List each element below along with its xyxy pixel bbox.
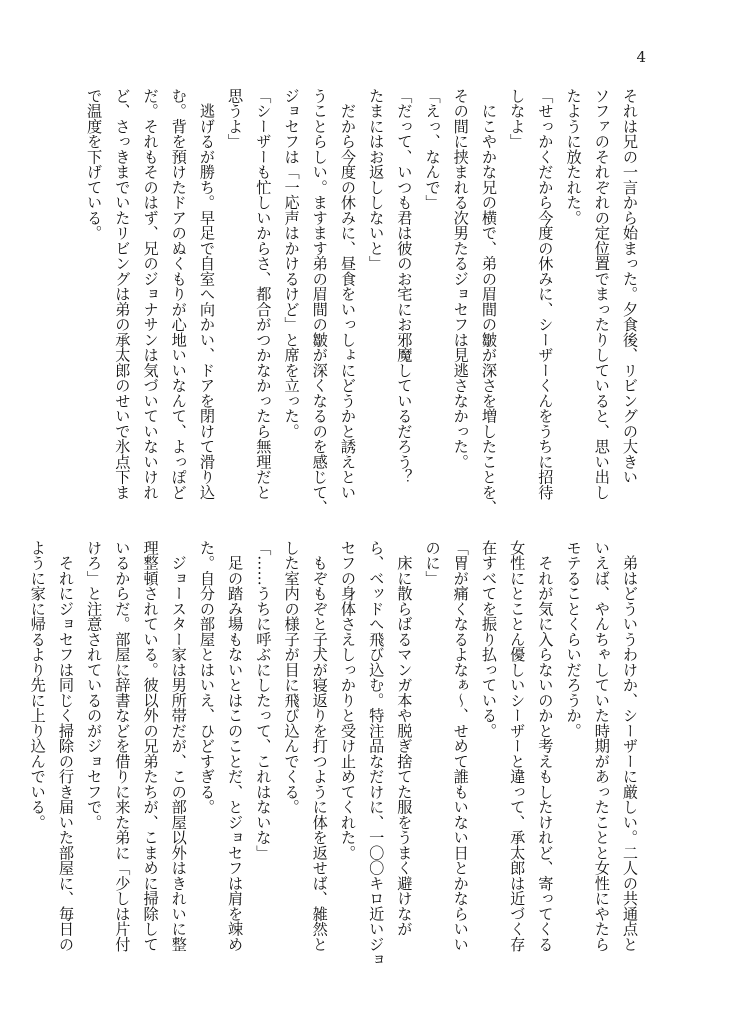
text-line: うことらしい。ますます弟の眉間の皺が深くなるのを感じて、 [310,88,329,515]
text-line: 「だって、いつも君は彼のお宅にお邪魔しているだろう？ [395,88,414,485]
text-line: 思うよ」 [226,88,245,149]
text-line: 「シーザーも忙しいからさ、都合がつかなかったら無理だと [254,88,273,500]
text-line: のに」 [423,540,442,586]
text-line: モテることくらいだろうか。 [564,540,583,739]
text-line: 在すべてを振り払っている。 [479,540,498,739]
text-line: ように家に帰るより先に上り込んでいる。 [28,540,47,830]
text-line: で温度を下げている。 [85,88,104,241]
text-line: その間に挟まれる次男たるジョセフは見逃さなかった。 [451,88,470,470]
text-line: 女性にとことん優しいシーザーと違って、承太郎は近づく存 [508,540,527,952]
text-line: だ。それもそのはず、兄のジョナサンは気づいていないけれ [141,88,160,500]
text-line: しなよ」 [508,88,527,149]
text-line: 逃げるが勝ち。早足で自室へ向かい、ドアを閉けて滑り込 [197,88,216,500]
text-line: 「胃が痛くなるよなぁ〜、せめて誰もいない日とかならいい [451,540,470,952]
text-line: たまにはお返ししないと」 [367,88,386,271]
text-line: いるからだ。部屋に辞書などを借りに来た弟に「少しは片付 [113,540,132,952]
text-line: ジョースター家は男所帯だが、この部屋以外はきれいに整 [169,540,188,952]
text-line: む。背を預けたドアのぬくもりが心地いいなんて、よっぽど [169,88,188,500]
text-line: それが気に入らないのかと考えもしたけれど、寄ってくる [536,540,555,952]
text-block-lower [28,540,644,967]
text-line: にこやかな兄の横で、弟の眉間の皺が深さを増したことを、 [479,88,498,515]
text-block-upper [84,88,644,515]
text-line: した室内の様子が目に飛び込んでくる。 [282,540,301,815]
text-line: セフの身体さえしっかりと受け止めてくれた。 [338,540,357,861]
text-line: 「せっかくだから今度の休みに、シーザーくんをうちに招待 [536,88,555,500]
text-line: それは兄の一言から始まった。夕食後、リビングの大きい [621,88,639,485]
text-line: たように放たれた。 [564,88,583,226]
text-line: 弟はどういうわけか、シーザーに厳しい。二人の共通点と [621,540,639,952]
text-line: だから今度の休みに、昼食をいっしょにどうかと誘えとい [338,88,357,500]
text-line: ジョセフは「一応声はかけるけど」と席を立った。 [282,88,301,439]
text-line: それにジョセフは同じく掃除の行き届いた部屋に、毎日の [56,540,75,952]
text-line: 「えっ、なんで」 [423,88,442,210]
text-line: 「……うちに呼ぶにしたって、これはないな」 [254,540,273,861]
text-line: けろ」と注意されているのがジョセフで。 [85,540,104,830]
text-line: いえば、やんちゃしていた時期があったことと女性にやたら [592,540,611,952]
page-number: 4 [636,48,646,66]
text-line: 理整頓されている。彼以外の兄弟たちが、こまめに掃除して [141,540,160,952]
text-line: ど、さっきまでいたリビングは弟の承太郎のせいで氷点下ま [113,88,132,500]
text-line: た。自分の部屋とはいえ、ひどすぎる。 [197,540,216,815]
text-line: 足の踏み場もないとはこのことだ、とジョセフは肩を竦め [226,540,245,952]
text-line: もぞもぞと子犬が寝返りを打つように体を返せば、雑然と [310,540,329,952]
text-line: 床に散らばるマンガ本や脱ぎ捨てた服をうまく避けなが [395,540,414,937]
text-line: ソファのそれぞれの定位置でまったりしていると、思い出し [592,88,611,500]
text-line: ら、ベッドへ飛び込む。特注品なだけに、一〇〇キロ近いジョ [367,540,386,967]
